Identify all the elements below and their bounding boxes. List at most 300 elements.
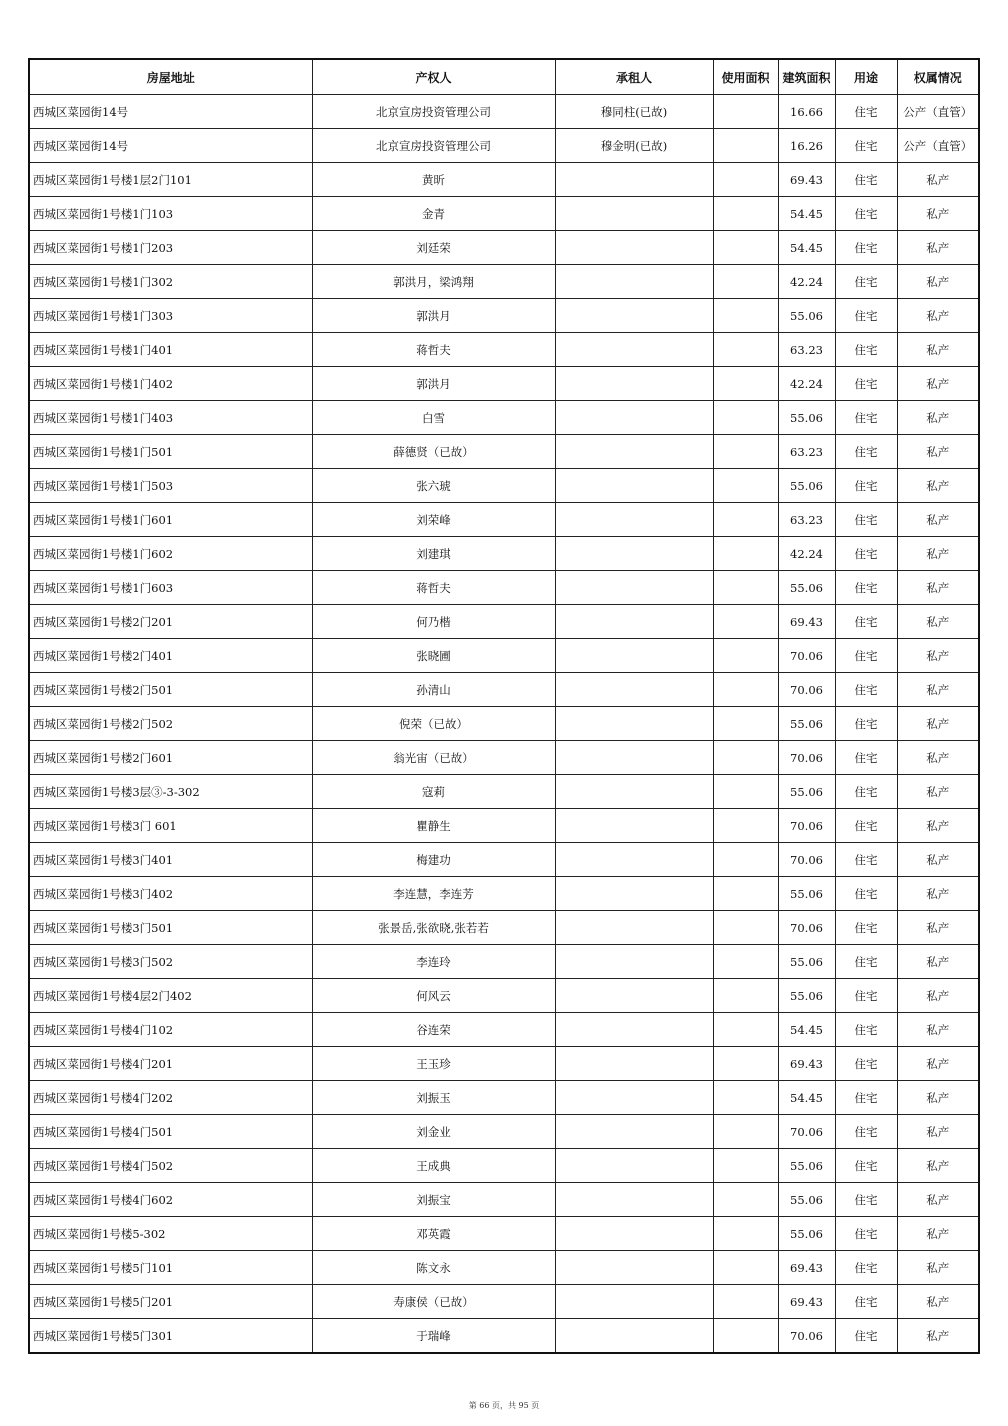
cell-owner: 李连玲 [312, 945, 555, 979]
header-owner: 产权人 [312, 59, 555, 95]
cell-usable-area [713, 231, 778, 265]
cell-building-area: 55.06 [778, 299, 835, 333]
cell-usable-area [713, 1217, 778, 1251]
cell-use: 住宅 [835, 1319, 897, 1354]
cell-ownership: 私产 [897, 775, 979, 809]
table-row [29, 707, 979, 741]
table-row [29, 911, 979, 945]
table-row [29, 809, 979, 843]
cell-address: 西城区菜园街1号楼1层2门101 [29, 163, 312, 197]
cell-use: 住宅 [835, 95, 897, 129]
table-row [29, 503, 979, 537]
table-row [29, 1285, 979, 1319]
header-use: 用途 [835, 59, 897, 95]
cell-owner: 北京宣房投资管理公司 [312, 95, 555, 129]
cell-usable-area [713, 911, 778, 945]
cell-address: 西城区菜园街1号楼2门401 [29, 639, 312, 673]
table-row [29, 605, 979, 639]
cell-ownership: 私产 [897, 1251, 979, 1285]
cell-tenant [555, 945, 713, 979]
cell-use: 住宅 [835, 1013, 897, 1047]
cell-address: 西城区菜园街1号楼1门402 [29, 367, 312, 401]
cell-usable-area [713, 503, 778, 537]
table-row [29, 1319, 979, 1354]
cell-building-area: 63.23 [778, 333, 835, 367]
cell-owner: 北京宣房投资管理公司 [312, 129, 555, 163]
cell-owner: 寇莉 [312, 775, 555, 809]
cell-ownership: 私产 [897, 639, 979, 673]
cell-ownership: 私产 [897, 741, 979, 775]
cell-use: 住宅 [835, 503, 897, 537]
cell-ownership: 私产 [897, 231, 979, 265]
table-row [29, 469, 979, 503]
table-row [29, 231, 979, 265]
cell-owner: 王成典 [312, 1149, 555, 1183]
table-row [29, 945, 979, 979]
cell-address: 西城区菜园街1号楼2门501 [29, 673, 312, 707]
cell-owner: 孙清山 [312, 673, 555, 707]
cell-ownership: 私产 [897, 707, 979, 741]
cell-usable-area [713, 95, 778, 129]
table-body [29, 95, 979, 1354]
cell-building-area: 54.45 [778, 197, 835, 231]
table-header-row [29, 59, 979, 95]
cell-ownership: 私产 [897, 911, 979, 945]
cell-address: 西城区菜园街1号楼4门202 [29, 1081, 312, 1115]
cell-tenant [555, 707, 713, 741]
cell-usable-area [713, 843, 778, 877]
cell-usable-area [713, 163, 778, 197]
cell-owner: 薛德贤（已故） [312, 435, 555, 469]
cell-usable-area [713, 809, 778, 843]
cell-building-area: 70.06 [778, 843, 835, 877]
table-row [29, 299, 979, 333]
cell-owner: 郭洪月 [312, 367, 555, 401]
cell-owner: 郭洪月 [312, 299, 555, 333]
cell-address: 西城区菜园街1号楼3门502 [29, 945, 312, 979]
cell-building-area: 63.23 [778, 435, 835, 469]
page-number-footer: 第 66 页，共 95 页 [468, 1401, 540, 1410]
cell-use: 住宅 [835, 537, 897, 571]
cell-owner: 何乃楷 [312, 605, 555, 639]
cell-tenant [555, 435, 713, 469]
cell-use: 住宅 [835, 401, 897, 435]
cell-use: 住宅 [835, 197, 897, 231]
cell-owner: 刘荣峰 [312, 503, 555, 537]
cell-ownership: 私产 [897, 197, 979, 231]
cell-usable-area [713, 299, 778, 333]
cell-use: 住宅 [835, 571, 897, 605]
cell-ownership: 私产 [897, 945, 979, 979]
table-row [29, 1013, 979, 1047]
cell-tenant [555, 469, 713, 503]
cell-building-area: 70.06 [778, 741, 835, 775]
cell-ownership: 私产 [897, 1285, 979, 1319]
cell-usable-area [713, 1149, 778, 1183]
table-row [29, 163, 979, 197]
table-row [29, 1251, 979, 1285]
cell-use: 住宅 [835, 469, 897, 503]
cell-usable-area [713, 1183, 778, 1217]
cell-tenant [555, 809, 713, 843]
cell-tenant [555, 163, 713, 197]
cell-owner: 黄昕 [312, 163, 555, 197]
cell-building-area: 42.24 [778, 265, 835, 299]
header-tenant: 承租人 [555, 59, 713, 95]
cell-owner: 王玉珍 [312, 1047, 555, 1081]
cell-use: 住宅 [835, 299, 897, 333]
cell-address: 西城区菜园街1号楼4门501 [29, 1115, 312, 1149]
cell-use: 住宅 [835, 231, 897, 265]
cell-address: 西城区菜园街1号楼1门103 [29, 197, 312, 231]
table-row [29, 537, 979, 571]
cell-ownership: 私产 [897, 1115, 979, 1149]
cell-ownership: 私产 [897, 1217, 979, 1251]
cell-building-area: 55.06 [778, 877, 835, 911]
cell-tenant: 穆同柱(已故) [555, 95, 713, 129]
cell-tenant [555, 197, 713, 231]
cell-ownership: 私产 [897, 673, 979, 707]
cell-address: 西城区菜园街1号楼5-302 [29, 1217, 312, 1251]
cell-address: 西城区菜园街1号楼2门201 [29, 605, 312, 639]
cell-usable-area [713, 129, 778, 163]
cell-ownership: 私产 [897, 1183, 979, 1217]
cell-usable-area [713, 1081, 778, 1115]
cell-usable-area [713, 741, 778, 775]
cell-tenant [555, 877, 713, 911]
cell-use: 住宅 [835, 435, 897, 469]
cell-use: 住宅 [835, 809, 897, 843]
cell-address: 西城区菜园街1号楼3门401 [29, 843, 312, 877]
cell-tenant [555, 843, 713, 877]
cell-ownership: 私产 [897, 333, 979, 367]
cell-use: 住宅 [835, 673, 897, 707]
cell-tenant [555, 1115, 713, 1149]
cell-use: 住宅 [835, 979, 897, 1013]
cell-building-area: 63.23 [778, 503, 835, 537]
cell-owner: 何风云 [312, 979, 555, 1013]
cell-address: 西城区菜园街1号楼3门402 [29, 877, 312, 911]
cell-usable-area [713, 367, 778, 401]
cell-owner: 郭洪月，梁鸿翔 [312, 265, 555, 299]
cell-tenant [555, 741, 713, 775]
cell-usable-area [713, 469, 778, 503]
cell-usable-area [713, 537, 778, 571]
cell-owner: 瞿静生 [312, 809, 555, 843]
cell-tenant [555, 673, 713, 707]
cell-address: 西城区菜园街1号楼1门501 [29, 435, 312, 469]
table-row [29, 843, 979, 877]
cell-tenant [555, 299, 713, 333]
cell-tenant [555, 1081, 713, 1115]
cell-owner: 谷连荣 [312, 1013, 555, 1047]
cell-building-area: 55.06 [778, 979, 835, 1013]
cell-ownership: 私产 [897, 537, 979, 571]
cell-address: 西城区菜园街1号楼2门601 [29, 741, 312, 775]
header-building-area: 建筑面积 [778, 59, 835, 95]
cell-address: 西城区菜园街1号楼4门502 [29, 1149, 312, 1183]
cell-tenant [555, 367, 713, 401]
cell-ownership: 私产 [897, 1081, 979, 1115]
cell-ownership: 私产 [897, 571, 979, 605]
cell-tenant [555, 1047, 713, 1081]
cell-address: 西城区菜园街1号楼1门302 [29, 265, 312, 299]
cell-owner: 邓英霞 [312, 1217, 555, 1251]
cell-ownership: 私产 [897, 469, 979, 503]
cell-usable-area [713, 707, 778, 741]
table-row [29, 775, 979, 809]
cell-owner: 刘建琪 [312, 537, 555, 571]
cell-building-area: 16.26 [778, 129, 835, 163]
cell-address: 西城区菜园街1号楼4层2门402 [29, 979, 312, 1013]
cell-owner: 张晓圃 [312, 639, 555, 673]
table-row [29, 877, 979, 911]
cell-usable-area [713, 1285, 778, 1319]
table-row [29, 129, 979, 163]
cell-ownership: 私产 [897, 1319, 979, 1354]
cell-ownership: 私产 [897, 401, 979, 435]
cell-building-area: 70.06 [778, 809, 835, 843]
cell-building-area: 55.06 [778, 1217, 835, 1251]
cell-usable-area [713, 877, 778, 911]
property-register-table [28, 58, 980, 1354]
cell-usable-area [713, 1251, 778, 1285]
cell-building-area: 55.06 [778, 469, 835, 503]
cell-address: 西城区菜园街1号楼1门303 [29, 299, 312, 333]
cell-tenant [555, 537, 713, 571]
cell-address: 西城区菜园街1号楼1门603 [29, 571, 312, 605]
table-row [29, 1047, 979, 1081]
cell-use: 住宅 [835, 707, 897, 741]
cell-tenant [555, 1149, 713, 1183]
table-row [29, 1149, 979, 1183]
cell-ownership: 私产 [897, 843, 979, 877]
cell-owner: 白雪 [312, 401, 555, 435]
cell-building-area: 70.06 [778, 673, 835, 707]
table-row [29, 1115, 979, 1149]
cell-address: 西城区菜园街1号楼1门503 [29, 469, 312, 503]
cell-ownership: 私产 [897, 163, 979, 197]
cell-ownership: 私产 [897, 979, 979, 1013]
cell-tenant [555, 571, 713, 605]
cell-tenant [555, 1285, 713, 1319]
cell-use: 住宅 [835, 945, 897, 979]
cell-usable-area [713, 333, 778, 367]
cell-address: 西城区菜园街1号楼2门502 [29, 707, 312, 741]
cell-ownership: 私产 [897, 435, 979, 469]
cell-tenant [555, 1183, 713, 1217]
cell-address: 西城区菜园街1号楼1门403 [29, 401, 312, 435]
cell-ownership: 私产 [897, 877, 979, 911]
cell-tenant [555, 1013, 713, 1047]
cell-building-area: 55.06 [778, 775, 835, 809]
cell-ownership: 私产 [897, 503, 979, 537]
cell-ownership: 公产（直管） [897, 95, 979, 129]
cell-ownership: 公产（直管） [897, 129, 979, 163]
cell-building-area: 55.06 [778, 401, 835, 435]
cell-tenant [555, 1217, 713, 1251]
cell-address: 西城区菜园街1号楼3层③-3-302 [29, 775, 312, 809]
cell-use: 住宅 [835, 129, 897, 163]
cell-tenant [555, 265, 713, 299]
header-ownership: 权属情况 [897, 59, 979, 95]
cell-use: 住宅 [835, 1081, 897, 1115]
table-row [29, 639, 979, 673]
cell-usable-area [713, 979, 778, 1013]
cell-building-area: 70.06 [778, 1319, 835, 1354]
table-row [29, 265, 979, 299]
table-row [29, 979, 979, 1013]
cell-address: 西城区菜园街1号楼5门101 [29, 1251, 312, 1285]
cell-usable-area [713, 1013, 778, 1047]
cell-tenant [555, 231, 713, 265]
cell-usable-area [713, 945, 778, 979]
cell-use: 住宅 [835, 1149, 897, 1183]
cell-usable-area [713, 775, 778, 809]
cell-tenant [555, 605, 713, 639]
cell-use: 住宅 [835, 775, 897, 809]
cell-address: 西城区菜园街1号楼1门203 [29, 231, 312, 265]
table-row [29, 673, 979, 707]
cell-use: 住宅 [835, 1285, 897, 1319]
cell-tenant [555, 775, 713, 809]
cell-ownership: 私产 [897, 1047, 979, 1081]
cell-building-area: 69.43 [778, 1251, 835, 1285]
cell-ownership: 私产 [897, 265, 979, 299]
cell-address: 西城区菜园街1号楼4门602 [29, 1183, 312, 1217]
cell-use: 住宅 [835, 1217, 897, 1251]
cell-tenant [555, 333, 713, 367]
cell-tenant [555, 639, 713, 673]
cell-tenant: 穆金明(已故) [555, 129, 713, 163]
cell-use: 住宅 [835, 1251, 897, 1285]
cell-building-area: 70.06 [778, 1115, 835, 1149]
cell-usable-area [713, 1319, 778, 1354]
cell-use: 住宅 [835, 741, 897, 775]
table-row [29, 1217, 979, 1251]
cell-address: 西城区菜园街14号 [29, 129, 312, 163]
cell-owner: 翁光宙（已故） [312, 741, 555, 775]
cell-ownership: 私产 [897, 809, 979, 843]
cell-building-area: 54.45 [778, 1013, 835, 1047]
cell-building-area: 55.06 [778, 707, 835, 741]
table-row [29, 741, 979, 775]
cell-building-area: 69.43 [778, 1285, 835, 1319]
cell-usable-area [713, 605, 778, 639]
cell-use: 住宅 [835, 639, 897, 673]
cell-ownership: 私产 [897, 1149, 979, 1183]
cell-use: 住宅 [835, 265, 897, 299]
cell-usable-area [713, 1047, 778, 1081]
cell-usable-area [713, 673, 778, 707]
cell-building-area: 55.06 [778, 571, 835, 605]
table-row [29, 197, 979, 231]
cell-address: 西城区菜园街14号 [29, 95, 312, 129]
cell-building-area: 55.06 [778, 945, 835, 979]
cell-address: 西城区菜园街1号楼3门 601 [29, 809, 312, 843]
cell-address: 西城区菜园街1号楼5门301 [29, 1319, 312, 1354]
cell-building-area: 70.06 [778, 911, 835, 945]
cell-address: 西城区菜园街1号楼5门201 [29, 1285, 312, 1319]
cell-building-area: 55.06 [778, 1149, 835, 1183]
cell-address: 西城区菜园街1号楼1门602 [29, 537, 312, 571]
cell-tenant [555, 503, 713, 537]
cell-owner: 刘廷荣 [312, 231, 555, 265]
table-row [29, 1183, 979, 1217]
cell-owner: 蒋哲夫 [312, 571, 555, 605]
cell-owner: 金青 [312, 197, 555, 231]
table-row [29, 367, 979, 401]
cell-building-area: 54.45 [778, 231, 835, 265]
cell-usable-area [713, 197, 778, 231]
cell-building-area: 69.43 [778, 605, 835, 639]
cell-use: 住宅 [835, 163, 897, 197]
cell-owner: 刘金业 [312, 1115, 555, 1149]
header-address: 房屋地址 [29, 59, 312, 95]
cell-usable-area [713, 435, 778, 469]
cell-usable-area [713, 1115, 778, 1149]
cell-use: 住宅 [835, 877, 897, 911]
cell-use: 住宅 [835, 333, 897, 367]
cell-owner: 寿康侯（已故） [312, 1285, 555, 1319]
cell-owner: 张景岳,张欲晓,张若若 [312, 911, 555, 945]
table-row [29, 1081, 979, 1115]
cell-ownership: 私产 [897, 299, 979, 333]
cell-owner: 刘振宝 [312, 1183, 555, 1217]
cell-building-area: 55.06 [778, 1183, 835, 1217]
cell-building-area: 70.06 [778, 639, 835, 673]
cell-usable-area [713, 265, 778, 299]
header-usable-area: 使用面积 [713, 59, 778, 95]
cell-address: 西城区菜园街1号楼1门401 [29, 333, 312, 367]
cell-address: 西城区菜园街1号楼4门102 [29, 1013, 312, 1047]
table-row [29, 333, 979, 367]
cell-use: 住宅 [835, 911, 897, 945]
table-row [29, 401, 979, 435]
cell-owner: 李连慧，李连芳 [312, 877, 555, 911]
cell-usable-area [713, 571, 778, 605]
cell-use: 住宅 [835, 843, 897, 877]
cell-building-area: 42.24 [778, 537, 835, 571]
cell-use: 住宅 [835, 605, 897, 639]
cell-tenant [555, 911, 713, 945]
table-row [29, 435, 979, 469]
cell-owner: 于瑞峰 [312, 1319, 555, 1354]
cell-address: 西城区菜园街1号楼1门601 [29, 503, 312, 537]
cell-building-area: 42.24 [778, 367, 835, 401]
cell-owner: 梅建功 [312, 843, 555, 877]
cell-owner: 刘振玉 [312, 1081, 555, 1115]
cell-tenant [555, 1251, 713, 1285]
cell-use: 住宅 [835, 1183, 897, 1217]
cell-ownership: 私产 [897, 1013, 979, 1047]
cell-address: 西城区菜园街1号楼3门501 [29, 911, 312, 945]
cell-usable-area [713, 401, 778, 435]
cell-use: 住宅 [835, 367, 897, 401]
cell-owner: 蒋哲夫 [312, 333, 555, 367]
cell-usable-area [713, 639, 778, 673]
cell-use: 住宅 [835, 1115, 897, 1149]
cell-address: 西城区菜园街1号楼4门201 [29, 1047, 312, 1081]
table-row [29, 571, 979, 605]
cell-owner: 张六琥 [312, 469, 555, 503]
cell-building-area: 16.66 [778, 95, 835, 129]
cell-building-area: 54.45 [778, 1081, 835, 1115]
cell-ownership: 私产 [897, 367, 979, 401]
cell-building-area: 69.43 [778, 163, 835, 197]
table-row [29, 95, 979, 129]
cell-tenant [555, 979, 713, 1013]
